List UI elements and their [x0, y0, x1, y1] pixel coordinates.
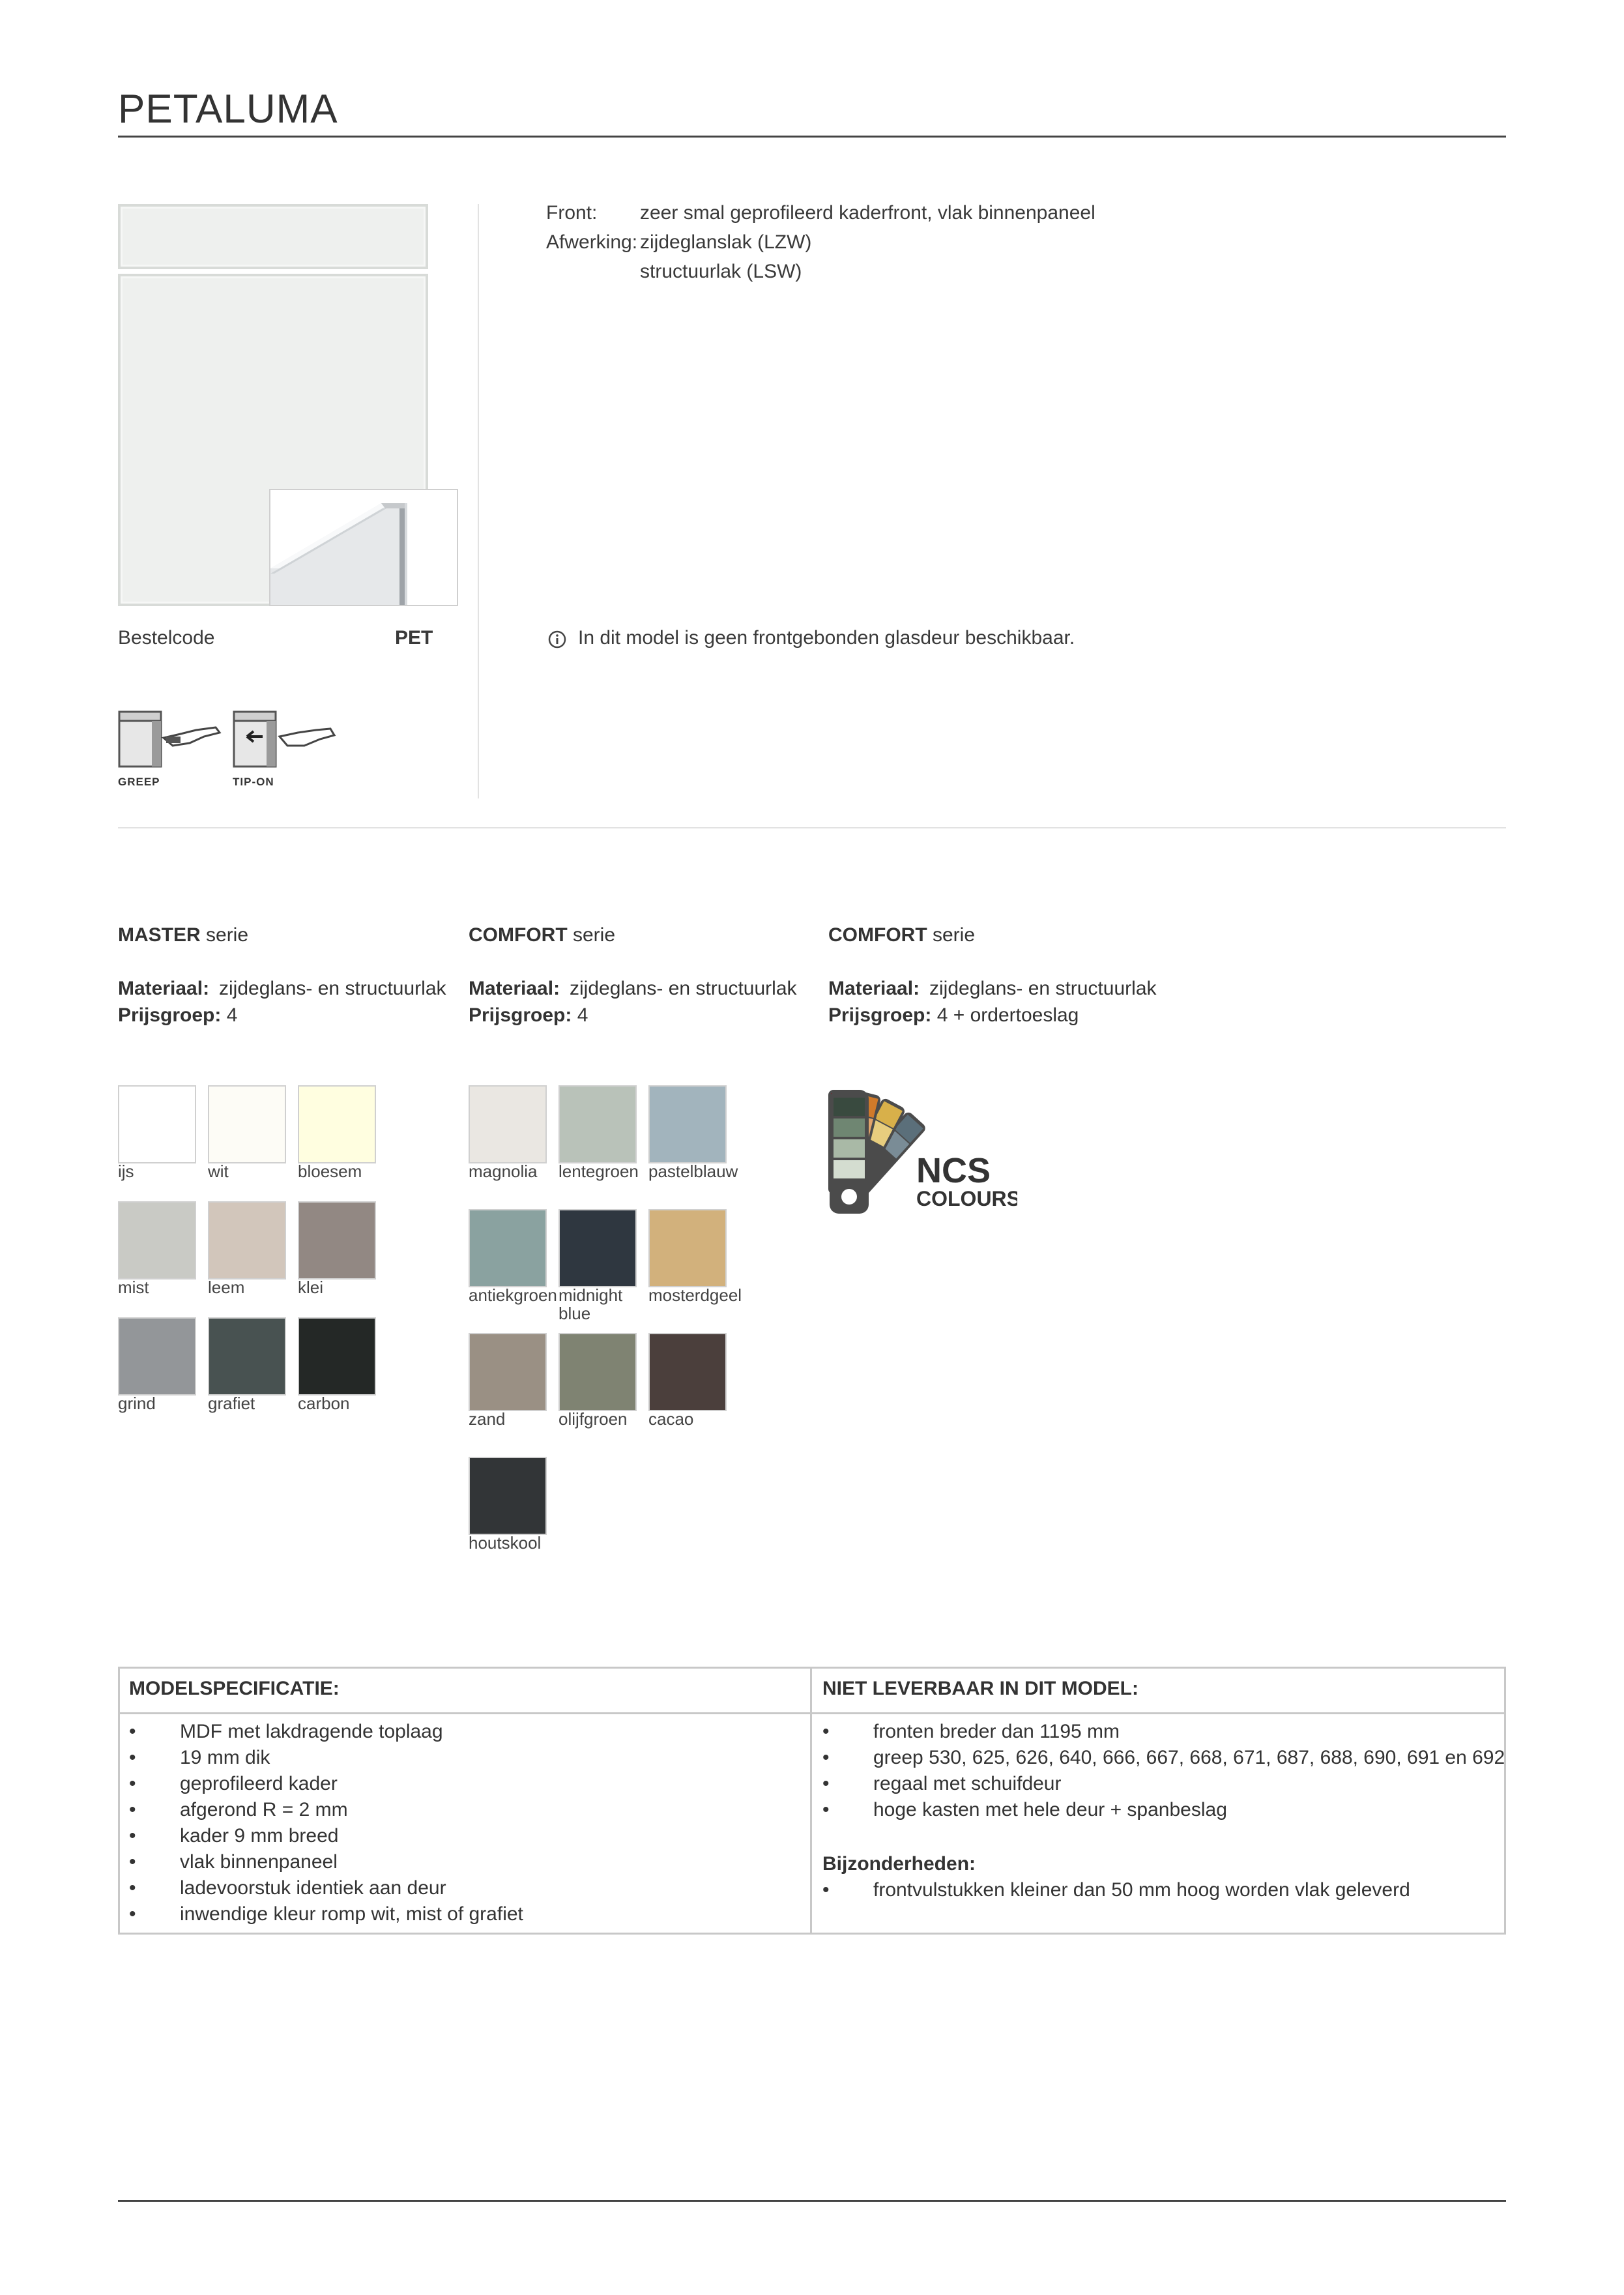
color-swatch-label: carbon	[298, 1394, 350, 1413]
color-swatch	[558, 1085, 637, 1163]
grip-caption: GREEP	[118, 776, 160, 788]
color-swatch-label: mosterdgeel	[648, 1285, 742, 1305]
color-swatch	[469, 1333, 547, 1411]
color-swatch-label: leem	[208, 1278, 245, 1297]
series-master-price	[118, 1004, 237, 1027]
bullet-icon: •	[822, 1879, 830, 1901]
model-spec-list	[129, 1721, 794, 1929]
color-swatch	[298, 1085, 376, 1163]
price-label: Prijsgroep:	[118, 1004, 222, 1026]
bullet-icon: •	[822, 1773, 830, 1794]
list-item-text: afgerond R = 2 mm	[180, 1799, 348, 1820]
ncs-logo-big: NCS	[916, 1151, 991, 1190]
bullet-icon: •	[822, 1799, 830, 1820]
color-swatch-label: antiekgroen	[469, 1285, 557, 1305]
list-item	[822, 1799, 1494, 1825]
series-comfort-price	[469, 1004, 588, 1027]
list-item	[822, 1747, 1505, 1773]
tip-on-icon	[233, 710, 337, 769]
door-drawer-illustration	[118, 204, 428, 269]
price-value: 4	[226, 1004, 238, 1026]
color-swatch	[208, 1317, 286, 1396]
color-swatch-label: ijs	[118, 1162, 134, 1181]
color-swatch	[648, 1085, 727, 1163]
not-available-list	[822, 1721, 1505, 1832]
master-color-grid	[118, 1085, 392, 1424]
bullet-icon: •	[822, 1747, 830, 1768]
color-swatch-label: midnight blue	[558, 1285, 623, 1323]
series-comfort-name: COMFORT	[469, 924, 568, 946]
list-item	[129, 1903, 794, 1929]
color-swatch	[469, 1457, 547, 1535]
list-item	[822, 1773, 1494, 1799]
header-divider	[118, 136, 1506, 138]
section-divider	[118, 827, 1506, 828]
color-swatch	[118, 1317, 196, 1396]
color-swatch	[118, 1085, 196, 1163]
handle-grip-icon	[118, 710, 222, 769]
list-item-text: MDF met lakdragende toplaag	[180, 1721, 443, 1742]
color-swatch	[469, 1209, 547, 1287]
frame-detail-image	[269, 489, 458, 606]
order-code-value: PET	[395, 627, 433, 649]
series-comfort-material	[469, 978, 560, 1000]
color-swatch	[648, 1333, 727, 1411]
list-item-text: 19 mm dik	[180, 1747, 270, 1768]
series-comfort-ncs-suffix: serie	[927, 924, 975, 946]
info-icon	[547, 630, 567, 649]
bullet-icon: •	[129, 1877, 136, 1899]
price-value: 4 + ordertoeslag	[936, 1004, 1079, 1026]
material-label: Materiaal:	[118, 978, 210, 999]
ncs-logo-small: COLOURS	[916, 1187, 1017, 1210]
list-item-text: inwendige kleur romp wit, mist of grafiet	[180, 1903, 523, 1925]
footer-divider	[118, 2200, 1506, 2202]
model-spec-header: MODELSPECIFICATIE:	[129, 1678, 340, 1699]
list-item-text: frontvulstukken kleiner dan 50 mm hoog worden vlak geleverd	[873, 1879, 1410, 1901]
color-swatch-label: grind	[118, 1394, 156, 1413]
bullet-icon: •	[822, 1721, 830, 1742]
not-available-header: NIET LEVERBAAR IN DIT MODEL:	[822, 1678, 1138, 1699]
list-item	[129, 1877, 794, 1903]
list-item-text: hoge kasten met hele deur + spanbeslag	[873, 1799, 1227, 1820]
series-master-title	[118, 924, 248, 946]
list-item-text: fronten breder dan 1195 mm	[873, 1721, 1120, 1742]
particulars-list	[822, 1879, 1494, 1905]
color-swatch	[558, 1333, 637, 1411]
spec-value-front: zeer smal geprofileerd kaderfront, vlak binnenpaneel	[640, 202, 1095, 224]
bullet-icon: •	[129, 1773, 136, 1794]
list-item-text: regaal met schuifdeur	[873, 1773, 1062, 1794]
bullet-icon: •	[129, 1747, 136, 1768]
list-item	[129, 1721, 794, 1747]
color-swatch-label: lentegroen	[558, 1162, 639, 1181]
spec-value-finish-2: structuurlak (LSW)	[640, 261, 802, 282]
series-master-suffix: serie	[200, 924, 249, 946]
color-swatch-label: pastelblauw	[648, 1162, 738, 1181]
color-swatch	[648, 1209, 727, 1287]
spec-key-finish: Afwerking:	[546, 231, 638, 253]
column-divider	[478, 204, 479, 798]
tip-on-caption: TIP-ON	[233, 776, 274, 788]
list-item-text: kader 9 mm breed	[180, 1825, 339, 1847]
list-item	[822, 1879, 1494, 1905]
series-master-material	[118, 978, 209, 1000]
list-item-text: ladevoorstuk identiek aan deur	[180, 1877, 446, 1899]
page-title: PETALUMA	[118, 87, 338, 132]
color-swatch	[208, 1201, 286, 1279]
series-master-material-value: zijdeglans- en structuurlak	[219, 978, 446, 999]
color-swatch-label: cacao	[648, 1409, 694, 1429]
spec-value-finish: zijdeglanslak (LZW)	[640, 231, 812, 253]
series-comfort-ncs-price	[828, 1004, 1079, 1027]
material-label: Materiaal:	[828, 978, 920, 999]
color-swatch	[558, 1209, 637, 1287]
color-swatch-label: grafiet	[208, 1394, 255, 1413]
bullet-icon: •	[129, 1851, 136, 1873]
list-item-text: greep 530, 625, 626, 640, 666, 667, 668, 671, 687, 688, 690, 691 en 692	[873, 1747, 1505, 1768]
series-comfort-title	[469, 924, 615, 946]
price-label: Prijsgroep:	[828, 1004, 932, 1026]
table-column-divider	[810, 1667, 812, 1935]
ncs-colours-logo	[828, 1083, 1017, 1220]
series-comfort-ncs-material-value: zijdeglans- en structuurlak	[929, 978, 1157, 999]
color-swatch-label: magnolia	[469, 1162, 538, 1181]
price-label: Prijsgroep:	[469, 1004, 572, 1026]
table-header-divider	[118, 1712, 1506, 1714]
list-item-text: vlak binnenpaneel	[180, 1851, 338, 1873]
series-master-name: MASTER	[118, 924, 201, 946]
series-comfort-ncs-name: COMFORT	[828, 924, 927, 946]
spec-key-front: Front:	[546, 202, 598, 224]
series-comfort-suffix: serie	[567, 924, 615, 946]
series-comfort-ncs-title	[828, 924, 975, 946]
color-swatch-label: wit	[208, 1162, 229, 1181]
list-item-text: geprofileerd kader	[180, 1773, 338, 1794]
color-swatch	[298, 1201, 376, 1279]
list-item	[822, 1721, 1494, 1747]
series-comfort-ncs-material	[828, 978, 920, 1000]
color-swatch-label: mist	[118, 1278, 149, 1297]
color-swatch	[208, 1085, 286, 1163]
list-item	[129, 1747, 794, 1773]
bullet-icon: •	[129, 1799, 136, 1820]
glass-door-note: In dit model is geen frontgebonden glasdeur beschikbaar.	[578, 627, 1075, 649]
list-item	[129, 1799, 794, 1825]
color-swatch-label: bloesem	[298, 1162, 362, 1181]
particulars-label: Bijzonderheden:	[822, 1853, 976, 1875]
color-swatch	[118, 1201, 196, 1279]
list-item	[129, 1773, 794, 1799]
price-value: 4	[577, 1004, 588, 1026]
order-code-label: Bestelcode	[118, 627, 215, 649]
color-swatch-label: olijfgroen	[558, 1409, 628, 1429]
comfort-color-grid	[469, 1085, 755, 1568]
color-swatch	[469, 1085, 547, 1163]
list-item	[129, 1851, 794, 1877]
bullet-icon: •	[129, 1721, 136, 1742]
material-label: Materiaal:	[469, 978, 560, 999]
bullet-icon: •	[129, 1903, 136, 1925]
color-swatch-label: klei	[298, 1278, 324, 1297]
color-swatch-label: houtskool	[469, 1533, 542, 1553]
frame-corner-illustration	[270, 490, 458, 606]
bullet-icon: •	[129, 1825, 136, 1847]
color-swatch	[298, 1317, 376, 1396]
list-item	[129, 1825, 794, 1851]
series-comfort-material-value: zijdeglans- en structuurlak	[570, 978, 797, 999]
color-swatch-label: zand	[469, 1409, 506, 1429]
